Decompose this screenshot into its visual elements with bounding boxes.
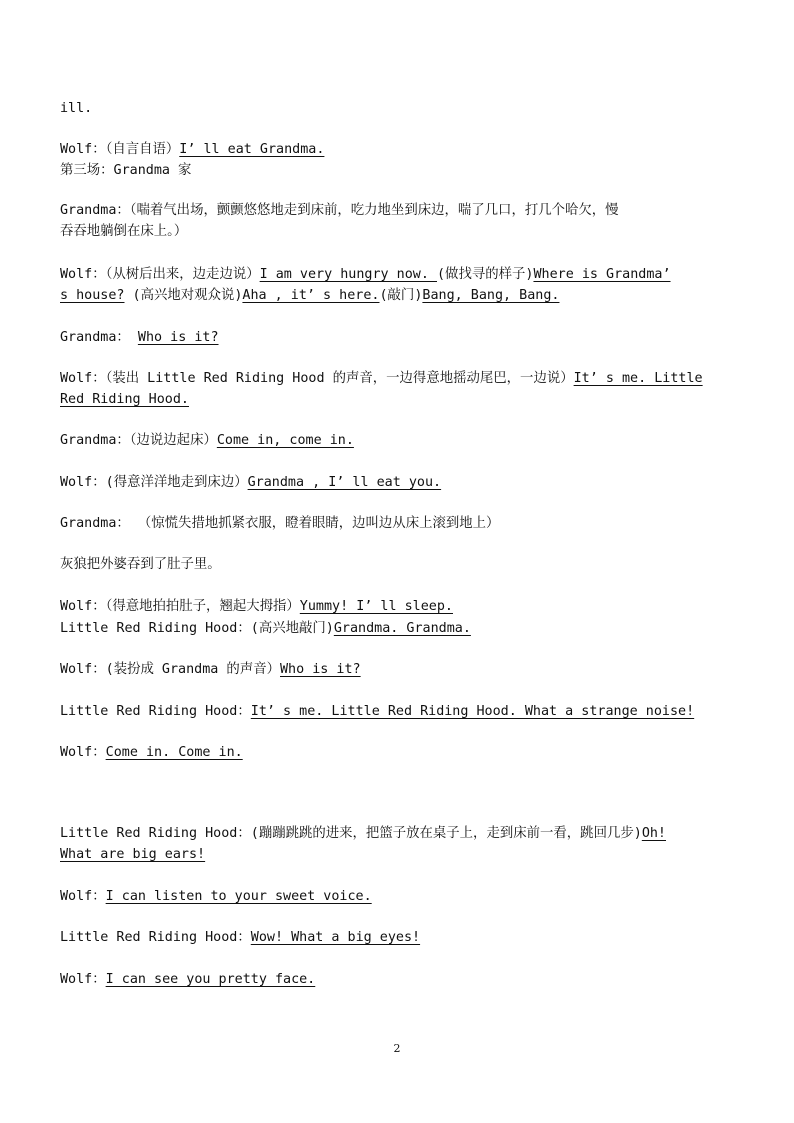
- text-segment: ill.: [60, 101, 93, 116]
- text-line: [60, 742, 750, 763]
- underlined-text: Oh!: [641, 826, 666, 841]
- text-segment: Little Red Riding Hood：(蹦蹦跳跳的进来，把篮子放在桌子上，走到床前一看，跳回几步): [60, 826, 642, 841]
- text-line: [60, 844, 750, 865]
- text-segment: Wolf：（自言自语）: [60, 142, 180, 157]
- underlined-text: What are big ears!: [60, 847, 206, 862]
- text-segment: Grandma：（喘着气出场，颤颤悠悠地走到床前，吃力地坐到床边，喘了几口，打几个哈欠，慢: [60, 203, 619, 218]
- text-segment: Wolf：: [60, 745, 106, 760]
- text-line: [60, 618, 750, 639]
- underlined-text: I can listen to your sweet voice.: [105, 889, 372, 904]
- text-line: [60, 139, 750, 160]
- text-line: [60, 221, 750, 242]
- underlined-text: Where is Grandma’: [533, 267, 671, 282]
- text-line: [60, 596, 750, 617]
- text-segment: Grandma：: [60, 330, 138, 345]
- text-segment: 吞吞地躺倒在床上。）: [60, 224, 188, 239]
- page-number: 2: [393, 1042, 401, 1055]
- text-line: [60, 886, 750, 907]
- underlined-text: It’ s me. Little: [573, 371, 703, 386]
- text-segment: Wolf：(得意洋洋地走到床边）: [60, 475, 248, 490]
- text-line: [60, 513, 750, 534]
- text-segment: Wolf：（从树后出来，边走边说）: [60, 267, 260, 282]
- underlined-text: Grandma , I’ ll eat you.: [247, 475, 442, 490]
- text-segment: 第三场：Grandma 家: [60, 163, 192, 178]
- underlined-text: I’ ll eat Grandma.: [179, 142, 325, 157]
- text-line: [60, 98, 750, 119]
- underlined-text: Bang, Bang, Bang.: [422, 288, 560, 303]
- underlined-text: Come in, come in.: [216, 433, 354, 448]
- text-line: [60, 659, 750, 680]
- underlined-text: Red Riding Hood.: [60, 392, 189, 407]
- underlined-text: Who is it?: [137, 330, 219, 345]
- underlined-text: Aha , it’ s here.: [242, 288, 380, 303]
- text-line: [60, 368, 750, 389]
- text-segment: Little Red Riding Hood：: [60, 704, 251, 719]
- text-line: [60, 823, 750, 844]
- text-line: [60, 160, 750, 181]
- underlined-text: Yummy! I’ ll sleep.: [299, 599, 453, 614]
- underlined-text: Wow! What a big eyes!: [250, 930, 421, 945]
- text-segment: (做找寻的样子): [437, 267, 534, 282]
- text-segment: Grandma： （惊慌失措地抓紧衣服，瞪着眼睛，边叫边从床上滚到地上）: [60, 516, 500, 531]
- underlined-text: s house?: [60, 288, 125, 303]
- text-line: [60, 701, 750, 722]
- underlined-text: Come in. Come in.: [105, 745, 243, 760]
- text-line: [60, 285, 750, 306]
- underlined-text: Grandma. Grandma.: [333, 621, 471, 636]
- text-line: [60, 472, 750, 493]
- text-line: [60, 327, 750, 348]
- underlined-text: Who is it?: [280, 662, 361, 677]
- text-segment: (高兴地对观众说): [124, 288, 243, 303]
- text-line: [60, 389, 750, 410]
- underlined-text: It’ s me. Little Red Riding Hood. What a strange noise!: [250, 704, 695, 719]
- text-line: [60, 969, 750, 990]
- text-segment: Little Red Riding Hood：(高兴地敲门): [60, 621, 334, 636]
- text-segment: Wolf：(装扮成 Grandma 的声音）: [60, 662, 280, 677]
- underlined-text: I am very hungry now.: [259, 267, 437, 282]
- text-segment: 灰狼把外婆吞到了肚子里。: [60, 557, 221, 572]
- text-segment: Wolf：（装出 Little Red Riding Hood 的声音，一边得意地摇动尾巴，一边说）: [60, 371, 574, 386]
- text-segment: Wolf：（得意地拍拍肚子，翘起大拇指）: [60, 599, 300, 614]
- text-line: [60, 927, 750, 948]
- text-segment: Wolf：: [60, 972, 106, 987]
- text-line: [60, 264, 750, 285]
- text-segment: Little Red Riding Hood：: [60, 930, 251, 945]
- text-line: [60, 200, 750, 221]
- text-line: [60, 554, 750, 575]
- text-segment: (敲门): [379, 288, 423, 303]
- underlined-text: I can see you pretty face.: [105, 972, 316, 987]
- text-segment: Grandma：（边说边起床）: [60, 433, 217, 448]
- text-segment: Wolf：: [60, 889, 106, 904]
- text-line: [60, 430, 750, 451]
